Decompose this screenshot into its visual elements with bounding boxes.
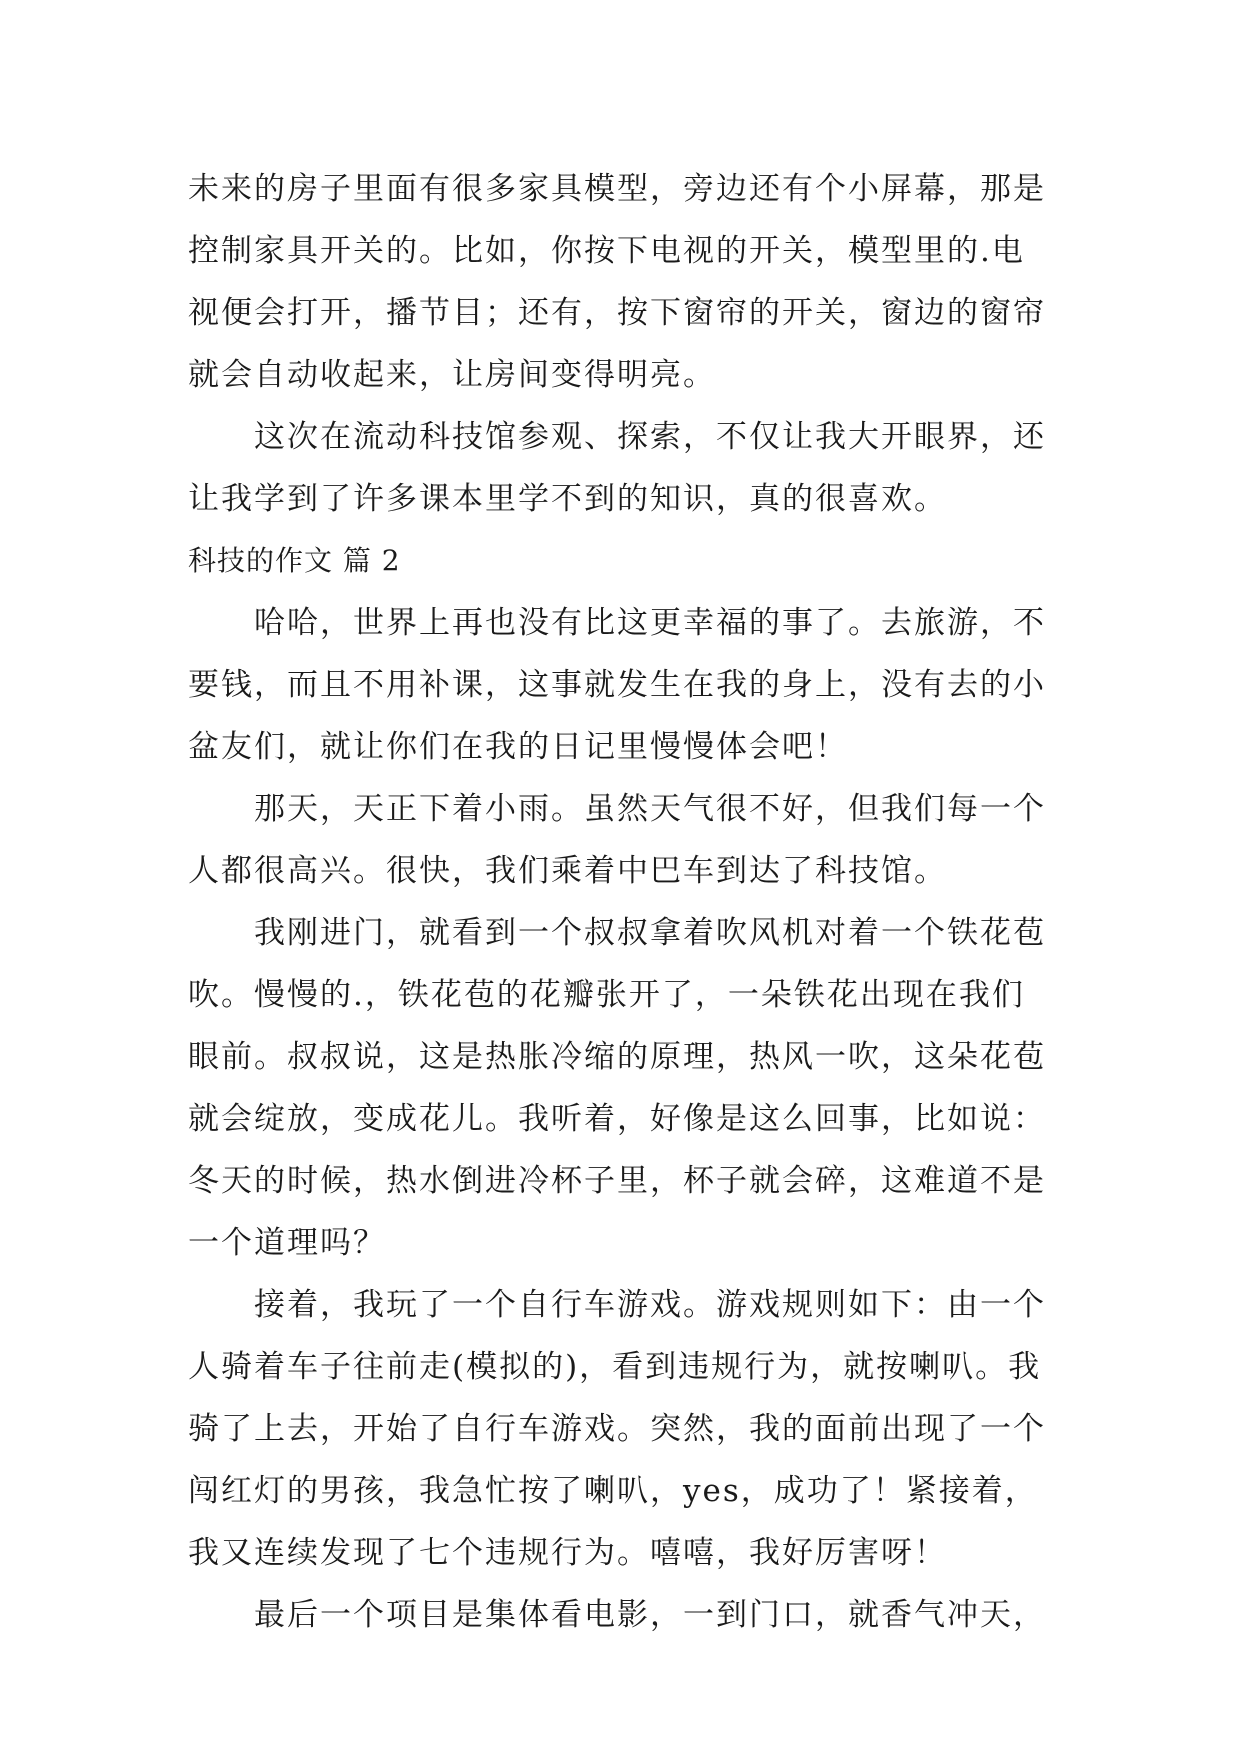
text-line: 冬天的时候，热水倒进冷杯子里，杯子就会碎，这难道不是: [188, 1163, 1046, 1199]
text-line: 一个道理吗？: [188, 1225, 386, 1261]
text-line: 吹。慢慢的.，铁花苞的花瓣张开了，一朵铁花出现在我们: [188, 977, 1025, 1013]
section-heading: 科技的作文 篇 2: [188, 544, 401, 577]
text-line: 盆友们，就让你们在我的日记里慢慢体会吧！: [188, 729, 848, 765]
text-line: 未来的房子里面有很多家具模型，旁边还有个小屏幕，那是: [188, 171, 1046, 207]
text-line: 骑了上去，开始了自行车游戏。突然，我的面前出现了一个: [188, 1411, 1046, 1447]
text-line: 这次在流动科技馆参观、探索，不仅让我大开眼界，还: [254, 419, 1046, 455]
text-line: 就会自动收起来，让房间变得明亮。: [188, 357, 716, 393]
text-line: 我刚进门，就看到一个叔叔拿着吹风机对着一个铁花苞: [254, 915, 1046, 951]
text-line: 控制家具开关的。比如，你按下电视的开关，模型里的.电: [188, 233, 1025, 269]
text-line: 人骑着车子往前走(模拟的)，看到违规行为，就按喇叭。我: [188, 1349, 1042, 1385]
text-line: 我又连续发现了七个违规行为。嘻嘻，我好厉害呀！: [188, 1535, 947, 1571]
text-line: 视便会打开，播节目；还有，按下窗帘的开关，窗边的窗帘: [188, 295, 1046, 331]
text-line: 就会绽放，变成花儿。我听着，好像是这么回事，比如说：: [188, 1101, 1046, 1137]
text-line: 最后一个项目是集体看电影，一到门口，就香气冲天，: [254, 1597, 1046, 1633]
text-line: 让我学到了许多课本里学不到的知识，真的很喜欢。: [188, 481, 947, 517]
text-line: 接着，我玩了一个自行车游戏。游戏规则如下：由一个: [254, 1287, 1046, 1323]
text-line: 那天，天正下着小雨。虽然天气很不好，但我们每一个: [254, 791, 1046, 827]
document-body: [188, 158, 1058, 1646]
text-line: 人都很高兴。很快，我们乘着中巴车到达了科技馆。: [188, 853, 947, 889]
text-line: 哈哈，世界上再也没有比这更幸福的事了。去旅游，不: [254, 605, 1046, 641]
text-line: 要钱，而且不用补课，这事就发生在我的身上，没有去的小: [188, 667, 1046, 703]
text-line: 闯红灯的男孩，我急忙按了喇叭，yes，成功了！紧接着，: [188, 1473, 1038, 1509]
text-line: 眼前。叔叔说，这是热胀冷缩的原理，热风一吹，这朵花苞: [188, 1039, 1046, 1075]
